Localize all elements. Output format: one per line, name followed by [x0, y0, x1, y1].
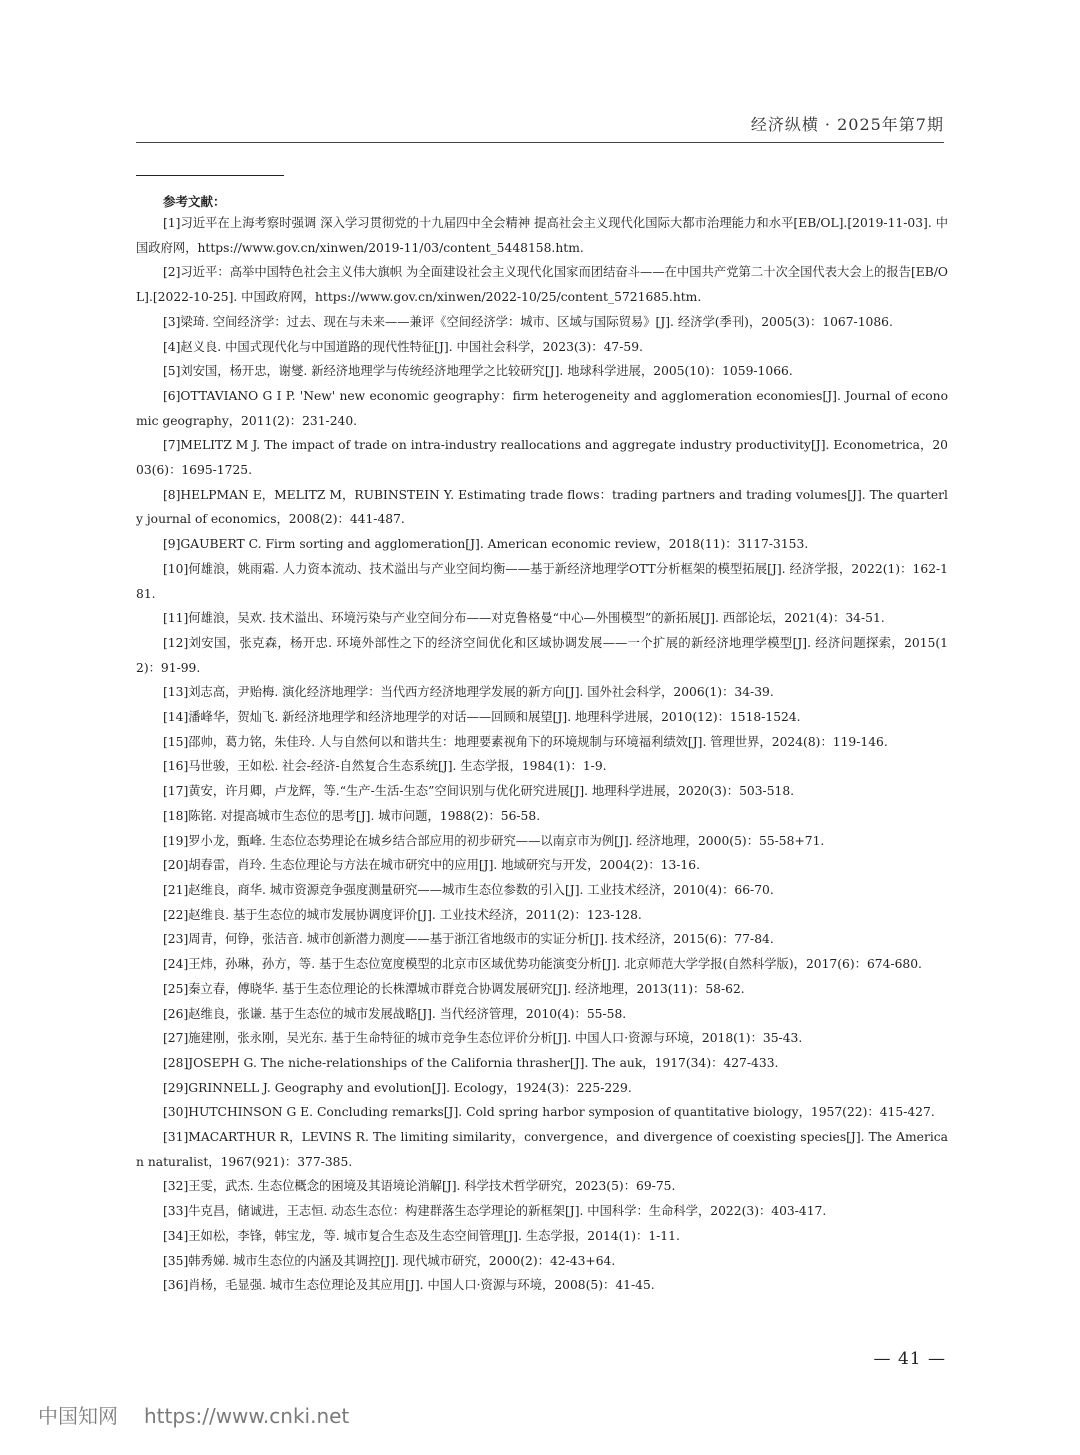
reference-item: [32]王雯，武杰. 生态位概念的困境及其语境论消解[J]. 科学技术哲学研究，2023(5)：69-75. — [163, 1179, 676, 1194]
reference-item: [24]王炜，孙琳，孙方，等. 基于生态位宽度模型的北京市区域优势功能演变分析[J]. 北京师范大学学报(自然科学版)，2017(6)：674-680. — [163, 957, 922, 972]
reference-item: [11]何雄浪，吴欢. 技术溢出、环境污染与产业空间分布——对克鲁格曼“中心—外围模型”的新拓展[J]. 西部论坛，2021(4)：34-51. — [163, 611, 885, 626]
reference-item: [18]陈铭. 对提高城市生态位的思考[J]. 城市问题，1988(2)：56-58. — [163, 808, 541, 823]
reference-item: [15]邵帅，葛力铭，朱佳玲. 人与自然何以和谐共生：地理要素视角下的环境规制与环境福利绩效[J]. 管理世界，2024(8)：119-146. — [163, 734, 888, 749]
reference-item: [27]施建刚，张永刚，吴光东. 基于生命特征的城市竞争生态位评价分析[J]. 中国人口·资源与环境，2018(1)：35-43. — [163, 1031, 803, 1046]
cnki-watermark — [38, 1400, 349, 1429]
reference-item: [14]潘峰华，贺灿飞. 新经济地理学和经济地理学的对话——回顾和展望[J]. 地理科学进展，2010(12)：1518-1524. — [163, 710, 801, 725]
reference-item: [23]周青，何铮，张洁音. 城市创新潜力测度——基于浙江省地级市的实证分析[J]. 技术经济，2015(6)：77-84. — [163, 932, 774, 947]
reference-item: [10]何雄浪，姚雨霜. 人力资本流动、技术溢出与产业空间均衡——基于新经济地理学OTT分析框架的模型拓展[J]. 经济学报，2022(1)：162-181. — [136, 561, 948, 601]
reference-item: [9]GAUBERT C. Firm sorting and agglomeration[J]. American economic review，2018(11)：3117-3153. — [163, 537, 809, 552]
watermark-brand: 中国知网 — [38, 1404, 118, 1428]
references-rule — [136, 175, 284, 176]
reference-item: [36]肖杨，毛显强. 城市生态位理论及其应用[J]. 中国人口·资源与环境，2008(5)：41-45. — [163, 1278, 655, 1293]
reference-item: [6]OTTAVIANO G I P. 'New' new economic geography：firm heterogeneity and agglomeration economies[J]. Journal of economic geography，2011(2)：231-240. — [136, 388, 948, 428]
reference-item: [34]王如松，李锋，韩宝龙，等. 城市复合生态及生态空间管理[J]. 生态学报，2014(1)：1-11. — [163, 1228, 680, 1243]
reference-item: [30]HUTCHINSON G E. Concluding remarks[J]. Cold spring harbor symposion of quantitative biology，1957(22)：415-427. — [163, 1105, 935, 1120]
reference-item: [19]罗小龙，甄峰. 生态位态势理论在城乡结合部应用的初步研究——以南京市为例[J]. 经济地理，2000(5)：55-58+71. — [163, 833, 825, 848]
reference-item: [5]刘安国，杨开忠，谢燮. 新经济地理学与传统经济地理学之比较研究[J]. 地球科学进展，2005(10)：1059-1066. — [163, 364, 793, 379]
reference-item: [28]JOSEPH G. The niche-relationships of the California thrasher[J]. The auk，1917(34)：427-433. — [163, 1055, 779, 1070]
reference-item: [4]赵义良. 中国式现代化与中国道路的现代性特征[J]. 中国社会科学，2023(3)：47-59. — [163, 339, 643, 354]
reference-item: [22]赵维良. 基于生态位的城市发展协调度评价[J]. 工业技术经济，2011(2)：123-128. — [163, 907, 642, 922]
reference-item: [12]刘安国，张克森，杨开忠. 环境外部性之下的经济空间优化和区域协调发展——一个扩展的新经济地理学模型[J]. 经济问题探索，2015(12)：91-99. — [136, 635, 948, 675]
reference-item: [16]马世骏，王如松. 社会-经济-自然复合生态系统[J]. 生态学报，1984(1)：1-9. — [163, 759, 607, 774]
header-rule — [136, 142, 944, 143]
reference-item: [13]刘志高，尹贻梅. 演化经济地理学：当代西方经济地理学发展的新方向[J]. 国外社会科学，2006(1)：34-39. — [163, 685, 774, 700]
reference-item: [26]赵维良，张谦. 基于生态位的城市发展战略[J]. 当代经济管理，2010(4)：55-58. — [163, 1006, 627, 1021]
reference-item: [7]MELITZ M J. The impact of trade on intra-industry reallocations and aggregate industry productivity[J]. Econometrica，2003(6)：1695-1725. — [136, 438, 948, 478]
reference-item: [1]习近平在上海考察时强调 深入学习贯彻党的十九届四中全会精神 提高社会主义现代化国际大都市治理能力和水平[EB/OL].[2019-11-03]. 中国政府网，https://www.gov.cn/xinwen/2019-11/03/content_5448158.htm. — [136, 216, 948, 255]
reference-item: [21]赵维良，商华. 城市资源竞争强度测量研究——城市生态位参数的引入[J]. 工业技术经济，2010(4)：66-70. — [163, 882, 774, 897]
page-number: — 41 — — [873, 1349, 946, 1369]
reference-item: [25]秦立春，傅晓华. 基于生态位理论的长株潭城市群竞合协调发展研究[J]. 经济地理，2013(11)：58-62. — [163, 981, 745, 996]
reference-item: [17]黄安，许月卿，卢龙辉，等.“生产-生活-生态”空间识别与优化研究进展[J]. 地理科学进展，2020(3)：503-518. — [163, 784, 795, 799]
reference-item: [29]GRINNELL J. Geography and evolution[J]. Ecology，1924(3)：225-229. — [163, 1080, 632, 1095]
references-list — [136, 211, 948, 1298]
reference-item: [31]MACARTHUR R，LEVINS R. The limiting similarity，convergence，and divergence of coexisting species[J]. The American naturalist，1967(921)：377-385. — [136, 1130, 948, 1169]
reference-item: [3]梁琦. 空间经济学：过去、现在与未来——兼评《空间经济学：城市、区域与国际贸易》[J]. 经济学(季刊)，2005(3)：1067-1086. — [163, 314, 893, 329]
watermark-url: https://www.cnki.net — [144, 1404, 350, 1428]
reference-item: [20]胡春雷，肖玲. 生态位理论与方法在城市研究中的应用[J]. 地域研究与开发，2004(2)：13-16. — [163, 858, 700, 873]
reference-item: [33]牛克昌，储诚进，王志恒. 动态生态位：构建群落生态学理论的新框架[J]. 中国科学：生命科学，2022(3)：403-417. — [163, 1204, 827, 1219]
reference-item: [8]HELPMAN E，MELITZ M，RUBINSTEIN Y. Estimating trade flows：trading partners and trading volumes[J]. The quarterly journal of economics，2008(2)：441-487. — [136, 487, 948, 527]
reference-item: [35]韩秀娣. 城市生态位的内涵及其调控[J]. 现代城市研究，2000(2)：42-43+64. — [163, 1253, 616, 1268]
journal-header: 经济纵横 · 2025年第7期 — [750, 115, 944, 134]
references-heading: 参考文献： — [163, 194, 226, 209]
reference-item: [2]习近平：高举中国特色社会主义伟大旗帜 为全面建设社会主义现代化国家而团结奋斗——在中国共产党第二十次全国代表大会上的报告[EB/OL].[2022-10-25]. 中国政府网，https://www.gov.cn/xinwen/2022-10/25/content_5721685.htm. — [136, 265, 948, 305]
